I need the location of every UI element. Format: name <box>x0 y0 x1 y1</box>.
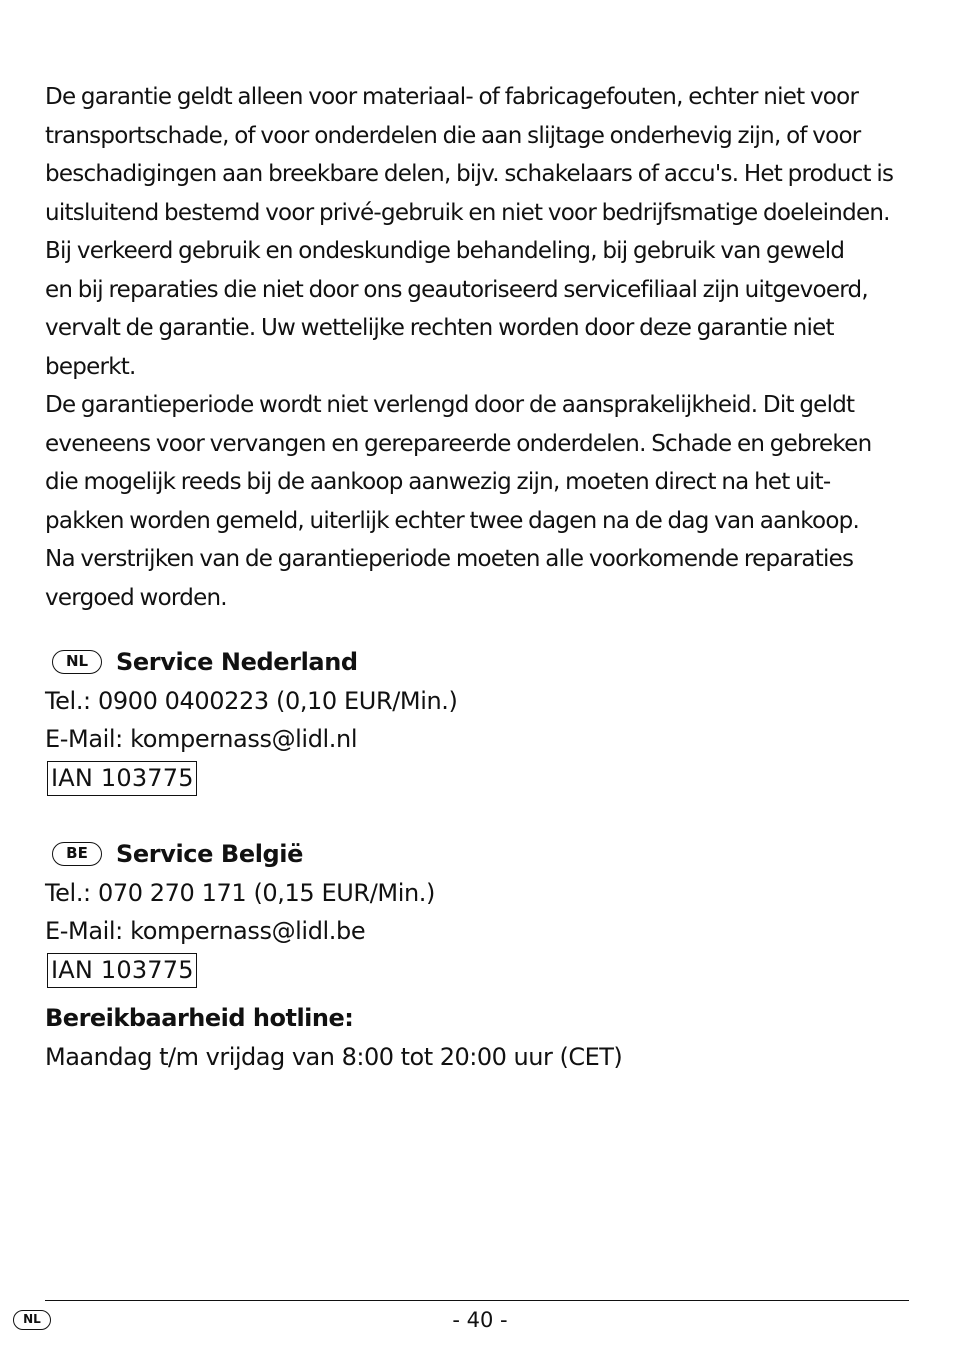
warranty-line: eveneens voor vervangen en gerepareerde onderdelen. Schade en gebreken <box>45 430 872 457</box>
warranty-line: uitsluitend bestemd voor privé-gebruik en niet voor bedrijfsmatige doeleinden. <box>45 199 890 226</box>
service-phone: Tel.: 070 270 171 (0,15 EUR/Min.) <box>45 878 435 907</box>
warranty-line: die mogelijk reeds bij de aankoop aanwezig zijn, moeten direct na het uit- <box>45 469 831 495</box>
footer-divider <box>45 1300 909 1301</box>
hotline-block <box>45 999 925 1076</box>
service-heading <box>45 835 925 874</box>
warranty-line: Bij verkeerd gebruik en ondeskundige behandeling, bij gebruik van geweld <box>45 238 845 264</box>
warranty-line: De garantie geldt alleen voor materiaal- of fabricagefouten, echter niet voor <box>45 84 859 110</box>
country-badge-nl: NL <box>52 650 102 674</box>
service-belgie-block <box>45 835 925 989</box>
service-heading <box>45 643 925 682</box>
warranty-line: pakken worden gemeld, uiterlijk echter twee dagen na de dag van aankoop. <box>45 507 860 534</box>
service-phone: Tel.: 0900 0400223 (0,10 EUR/Min.) <box>45 686 458 715</box>
warranty-line: De garantieperiode wordt niet verlengd door de aansprakelijkheid. Dit geldt <box>45 392 855 418</box>
hotline-title: Bereikbaarheid hotline: <box>45 1004 354 1032</box>
warranty-line: vervalt de garantie. Uw wettelijke rechten worden door deze garantie niet <box>45 315 834 341</box>
country-badge-be: BE <box>52 842 102 866</box>
warranty-paragraphs <box>45 78 925 617</box>
service-title: Service Nederland <box>116 648 358 676</box>
ian-number-box: IAN 103775 <box>47 761 197 796</box>
ian-row <box>45 951 925 990</box>
service-email: E-Mail: kompernass@lidl.be <box>45 917 366 945</box>
footer-country-badge: NL <box>13 1310 51 1330</box>
warranty-line: beschadigingen aan breekbare delen, bijv. schakelaars of accu's. Het product is <box>45 161 894 187</box>
service-nederland-block <box>45 643 925 797</box>
service-title: Service België <box>116 840 304 868</box>
service-email: E-Mail: kompernass@lidl.nl <box>45 725 358 753</box>
warranty-line: Na verstrijken van de garantieperiode moeten alle voorkomende reparaties <box>45 546 854 572</box>
page-number: - 40 - <box>452 1308 508 1332</box>
warranty-line: vergoed worden. <box>45 584 227 611</box>
warranty-line: en bij reparaties die niet door ons geautoriseerd servicefiliaal zijn uitgevoerd, <box>45 276 868 303</box>
ian-row <box>45 759 925 798</box>
warranty-line: transportschade, of voor onderdelen die aan slijtage onderhevig zijn, of voor <box>45 122 861 149</box>
warranty-line: beperkt. <box>45 353 136 380</box>
ian-number-box: IAN 103775 <box>47 953 197 988</box>
hotline-hours: Maandag t/m vrijdag van 8:00 tot 20:00 uur (CET) <box>45 1042 623 1071</box>
